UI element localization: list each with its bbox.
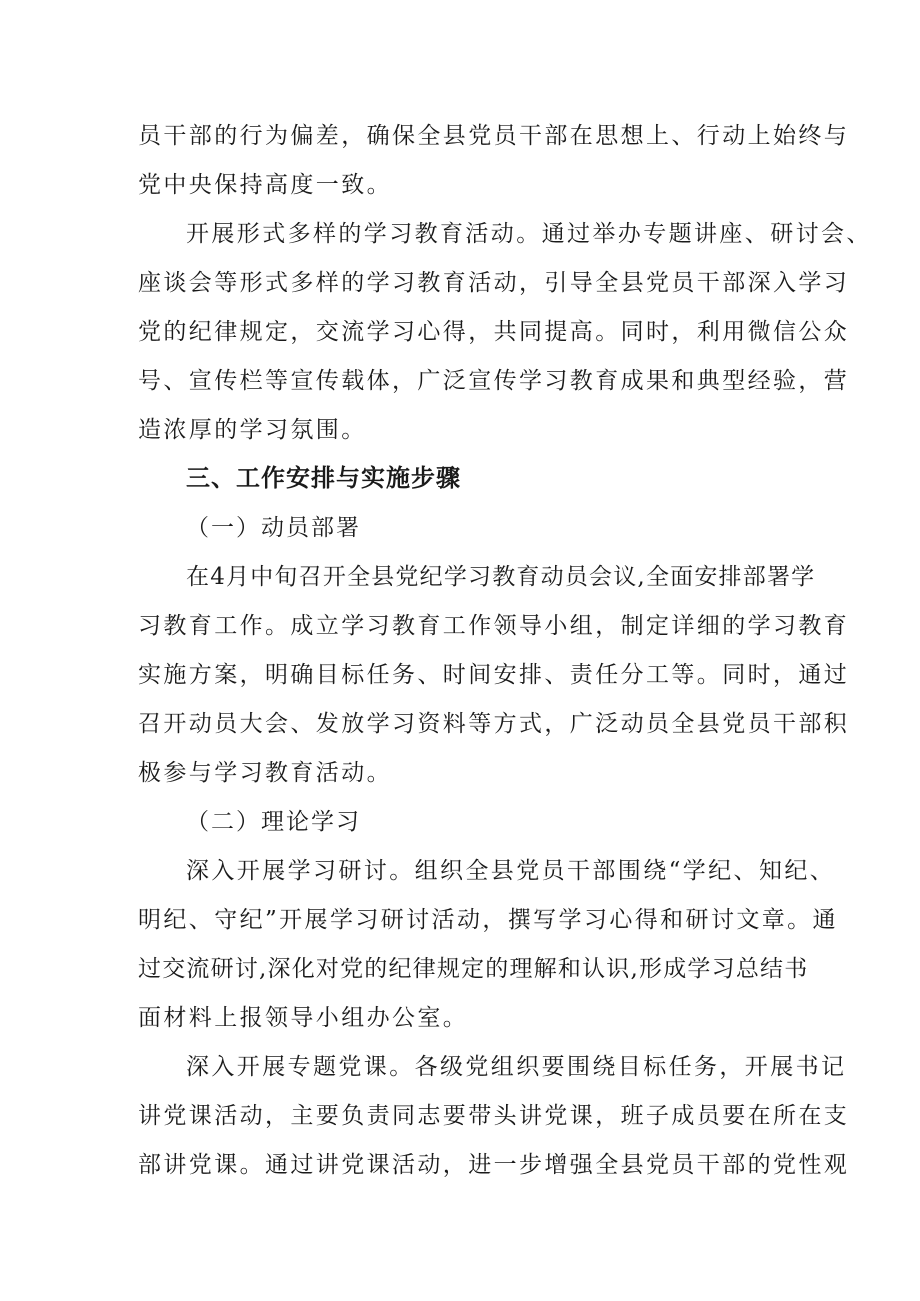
paragraph-line: 号、宣传栏等宣传载体，广泛宣传学习教育成果和典型经验，营 bbox=[138, 368, 850, 394]
paragraph-line: 部讲党课。通过讲党课活动，进一步增强全县党员干部的党性观 bbox=[138, 1152, 850, 1178]
subsection-title: （一）动员部署 bbox=[186, 515, 361, 541]
paragraph-line: 召开动员大会、发放学习资料等方式，广泛动员全县党员干部积 bbox=[138, 711, 850, 737]
paragraph-line: 极参与学习教育活动。 bbox=[138, 760, 392, 786]
paragraph-line: 开展形式多样的学习教育活动。通过举办专题讲座、研讨会、 bbox=[186, 221, 872, 247]
subsection-title: （二）理论学习 bbox=[186, 809, 361, 835]
paragraph-line: 员干部的行为偏差，确保全县党员干部在思想上、行动上始终与 bbox=[138, 123, 850, 149]
paragraph-line: 明纪、守纪”开展学习研讨活动，撰写学习心得和研讨文章。通 bbox=[138, 907, 838, 933]
paragraph-line: 在4月中旬召开全县党纪学习教育动员会议,全面安排部署学 bbox=[186, 564, 816, 590]
paragraph-line: 习教育工作。成立学习教育工作领导小组，制定详细的学习教育 bbox=[138, 613, 850, 639]
paragraph-line: 讲党课活动，主要负责同志要带头讲党课，班子成员要在所在支 bbox=[138, 1103, 850, 1129]
paragraph-line: 深入开展学习研讨。组织全县党员干部围绕“学纪、知纪、 bbox=[186, 858, 836, 884]
paragraph-line: 深入开展专题党课。各级党组织要围绕目标任务，开展书记 bbox=[186, 1054, 847, 1080]
paragraph-line: 实施方案，明确目标任务、时间安排、责任分工等。同时，通过 bbox=[138, 662, 850, 688]
paragraph-line: 面材料上报领导小组办公室。 bbox=[138, 1005, 469, 1031]
paragraph-line: 过交流研讨,深化对党的纪律规定的理解和认识,形成学习总结书 bbox=[138, 956, 809, 982]
paragraph-line: 党的纪律规定，交流学习心得，共同提高。同时，利用微信公众 bbox=[138, 319, 850, 345]
paragraph-line: 座谈会等形式多样的学习教育活动，引导全县党员干部深入学习 bbox=[138, 270, 850, 296]
paragraph-line: 造浓厚的学习氛围。 bbox=[138, 417, 367, 443]
section-heading: 三、工作安排与实施步骤 bbox=[186, 464, 461, 492]
paragraph-line: 党中央保持高度一致。 bbox=[138, 172, 392, 198]
